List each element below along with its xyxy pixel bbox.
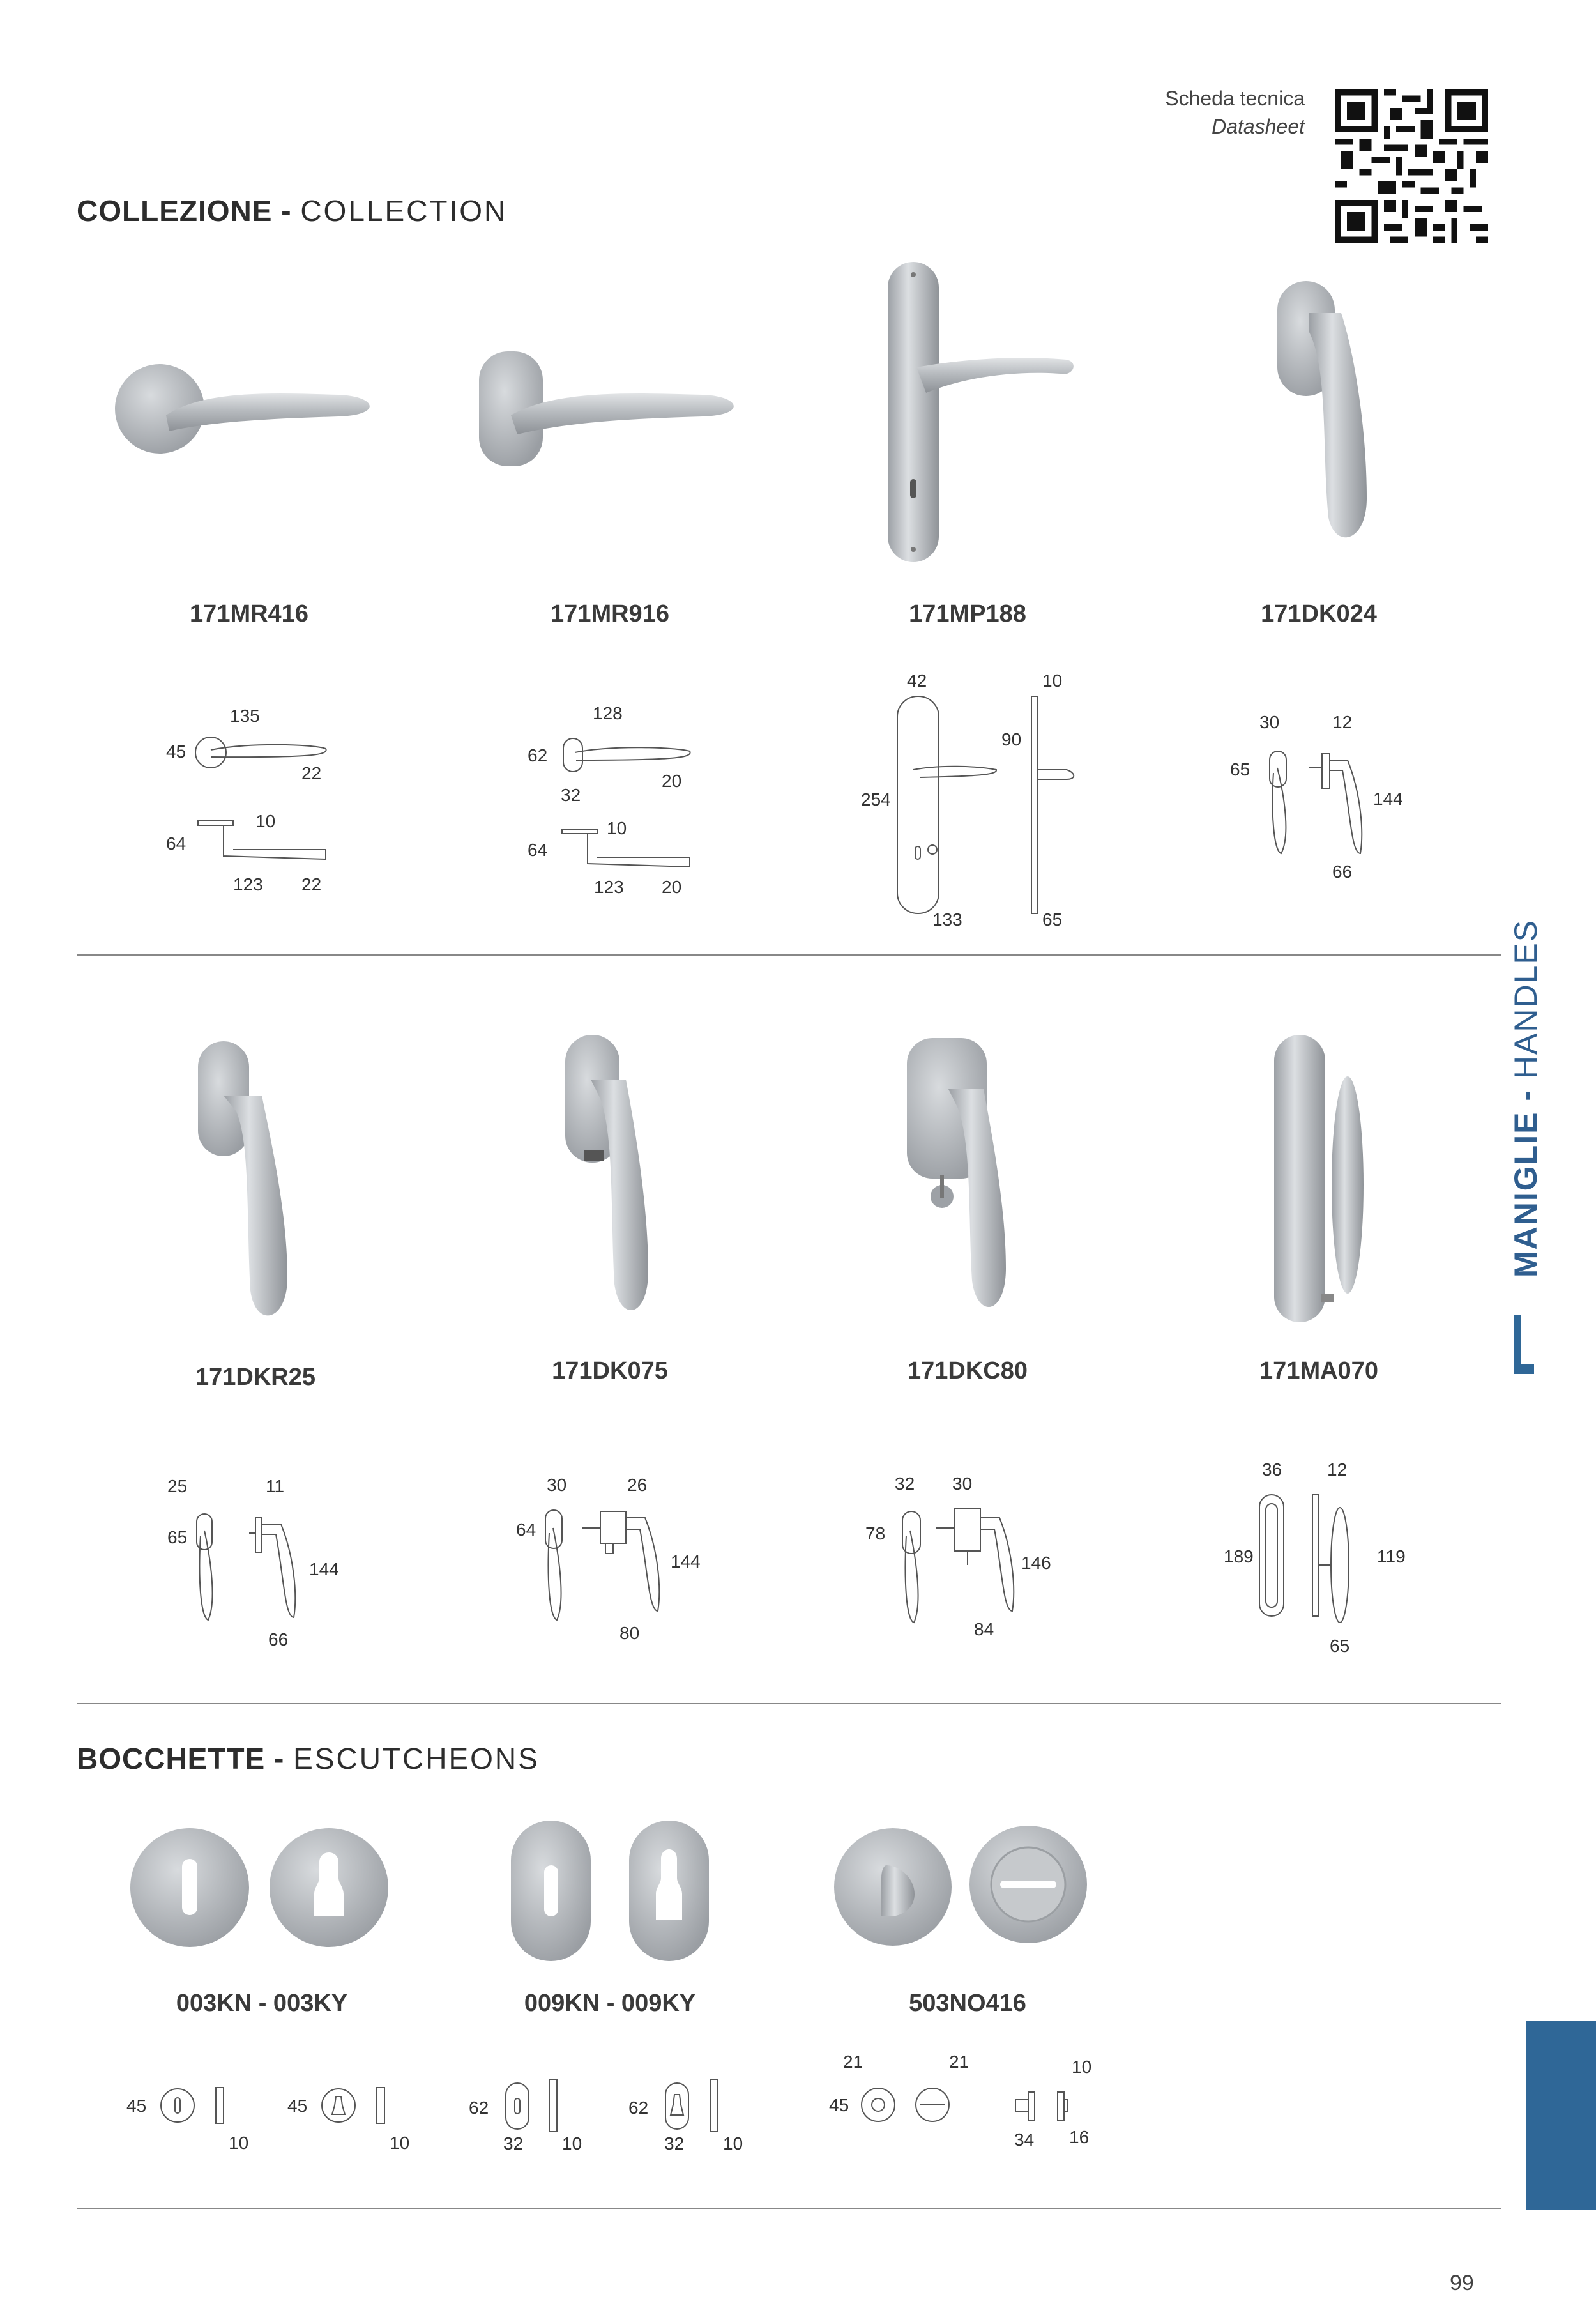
side-label-light: HANDLES <box>1508 919 1544 1080</box>
dimension-drawing-503NO416 <box>824 2047 1130 2169</box>
dim-text: 78 <box>865 1524 886 1543</box>
product-image-171MA070 <box>1271 1032 1373 1325</box>
qr-code-icon[interactable] <box>1335 89 1488 243</box>
product-code-171MP188: 171MP188 <box>909 600 1026 627</box>
escutcheons-title-bold: BOCCHETTE - <box>77 1742 294 1775</box>
dim-text: 30 <box>1259 712 1280 732</box>
product-code-171DKR25: 171DKR25 <box>195 1364 315 1391</box>
dim-text: 123 <box>233 875 263 894</box>
dim-text: 10 <box>562 2134 582 2153</box>
product-image-171DKC80 <box>901 1032 1041 1325</box>
dim-text: 84 <box>974 1619 994 1639</box>
dim-text: 45 <box>287 2096 308 2116</box>
divider <box>77 954 1501 956</box>
product-image-009KN-009KY <box>505 1814 722 1967</box>
product-image-171MR916 <box>473 345 754 473</box>
dim-text: 22 <box>301 763 322 783</box>
dim-text: 12 <box>1327 1460 1348 1479</box>
divider <box>77 2208 1501 2209</box>
datasheet-it: Scheda tecnica <box>1165 87 1305 110</box>
datasheet-label <box>1165 84 1305 141</box>
dim-text: 20 <box>662 771 682 791</box>
product-code-171MR416: 171MR416 <box>190 600 308 627</box>
dim-text: 146 <box>1021 1553 1051 1573</box>
datasheet-en: Datasheet <box>1212 115 1305 138</box>
dim-text: 135 <box>230 706 260 726</box>
dim-text: 32 <box>895 1474 915 1493</box>
dimension-drawing-009KN-009KY <box>466 2060 760 2169</box>
side-accent-bar <box>1526 2021 1596 2210</box>
product-image-171DK024 <box>1271 275 1399 556</box>
dim-text: 62 <box>528 745 548 765</box>
dim-text: 26 <box>627 1475 648 1495</box>
escutcheons-title-light: ESCUTCHEONS <box>293 1742 540 1775</box>
product-code-171MR916: 171MR916 <box>551 600 669 627</box>
dim-text: 36 <box>1262 1460 1282 1479</box>
dim-text: 64 <box>516 1520 536 1539</box>
dim-text: 65 <box>1330 1636 1350 1656</box>
dim-text: 10 <box>723 2134 743 2153</box>
dim-text: 25 <box>167 1476 188 1496</box>
dim-text: 64 <box>528 840 548 860</box>
dim-text: 20 <box>662 877 682 897</box>
dimension-drawing-171DK024 <box>1220 709 1424 894</box>
product-code-003KN-003KY: 003KN - 003KY <box>176 1990 348 2017</box>
product-image-503NO416 <box>830 1821 1098 1948</box>
dim-text: 42 <box>907 671 927 691</box>
dimension-drawing-171DKR25 <box>153 1469 358 1654</box>
dim-text: 119 <box>1377 1547 1406 1566</box>
dim-text: 254 <box>861 790 891 809</box>
divider <box>77 1703 1501 1704</box>
product-code-009KN-009KY: 009KN - 009KY <box>524 1990 696 2017</box>
dim-text: 21 <box>949 2052 969 2072</box>
dim-text: 16 <box>1069 2127 1090 2147</box>
product-image-171MP188 <box>881 259 1086 565</box>
dim-text: 64 <box>166 834 186 853</box>
product-image-171DK075 <box>556 1028 683 1329</box>
dim-text: 90 <box>1001 729 1022 749</box>
product-image-003KN-003KY <box>128 1824 396 1952</box>
dim-text: 133 <box>932 910 962 929</box>
dim-text: 32 <box>561 785 581 805</box>
dimension-drawing-171MR416 <box>153 696 345 901</box>
dim-text: 10 <box>1072 2057 1092 2077</box>
dimension-drawing-171DK075 <box>511 1469 728 1654</box>
dim-text: 66 <box>268 1630 289 1649</box>
product-image-171MR416 <box>109 345 390 473</box>
dim-text: 10 <box>1042 671 1063 691</box>
dim-text: 65 <box>1042 910 1063 929</box>
dim-text: 189 <box>1224 1547 1254 1566</box>
dimension-drawing-171DKC80 <box>865 1469 1083 1654</box>
dim-text: 30 <box>952 1474 973 1493</box>
dim-text: 34 <box>1014 2130 1035 2150</box>
brand-mark-icon <box>1511 1313 1537 1377</box>
dim-text: 45 <box>166 742 186 761</box>
collection-title <box>77 194 507 228</box>
dim-text: 144 <box>309 1559 339 1579</box>
product-code-171DK024: 171DK024 <box>1261 600 1377 627</box>
dimension-drawing-171MR916 <box>517 696 709 901</box>
dim-text: 128 <box>593 703 623 723</box>
escutcheons-title <box>77 1741 540 1776</box>
product-code-171DK075: 171DK075 <box>552 1357 668 1384</box>
product-code-171DKC80: 171DKC80 <box>908 1357 1028 1384</box>
dim-text: 144 <box>671 1552 701 1571</box>
product-code-171MA070: 171MA070 <box>1259 1357 1378 1384</box>
dim-text: 10 <box>390 2133 410 2153</box>
dim-text: 21 <box>843 2052 863 2072</box>
dim-text: 10 <box>229 2133 249 2153</box>
dim-text: 10 <box>607 818 627 838</box>
dim-text: 62 <box>469 2098 489 2118</box>
dim-text: 80 <box>619 1623 640 1643</box>
dim-text: 32 <box>503 2134 524 2153</box>
dim-text: 144 <box>1373 789 1403 809</box>
dim-text: 45 <box>126 2096 147 2116</box>
dim-text: 10 <box>255 811 276 831</box>
dim-text: 65 <box>167 1527 188 1547</box>
dimension-drawing-171MA070 <box>1220 1456 1437 1661</box>
dimension-drawing-003KN-003KY <box>121 2070 428 2165</box>
product-code-503NO416: 503NO416 <box>909 1990 1026 2017</box>
collection-title-bold: COLLEZIONE - <box>77 194 301 227</box>
dimension-drawing-171MP188 <box>856 668 1098 936</box>
dim-text: 45 <box>829 2095 849 2115</box>
product-image-171DKR25 <box>192 1035 319 1329</box>
dim-text: 62 <box>628 2098 649 2118</box>
dim-text: 65 <box>1230 760 1250 779</box>
side-label-bold: MANIGLIE - <box>1508 1079 1544 1278</box>
dim-text: 66 <box>1332 862 1353 882</box>
dim-text: 11 <box>266 1476 285 1496</box>
side-section-label <box>1507 818 1558 1278</box>
dim-text: 12 <box>1332 712 1353 732</box>
dim-text: 32 <box>664 2134 685 2153</box>
page-number: 99 <box>1450 2271 1474 2295</box>
dim-text: 30 <box>547 1475 567 1495</box>
dim-text: 22 <box>301 875 322 894</box>
dim-text: 123 <box>594 877 624 897</box>
collection-title-light: COLLECTION <box>300 194 508 227</box>
